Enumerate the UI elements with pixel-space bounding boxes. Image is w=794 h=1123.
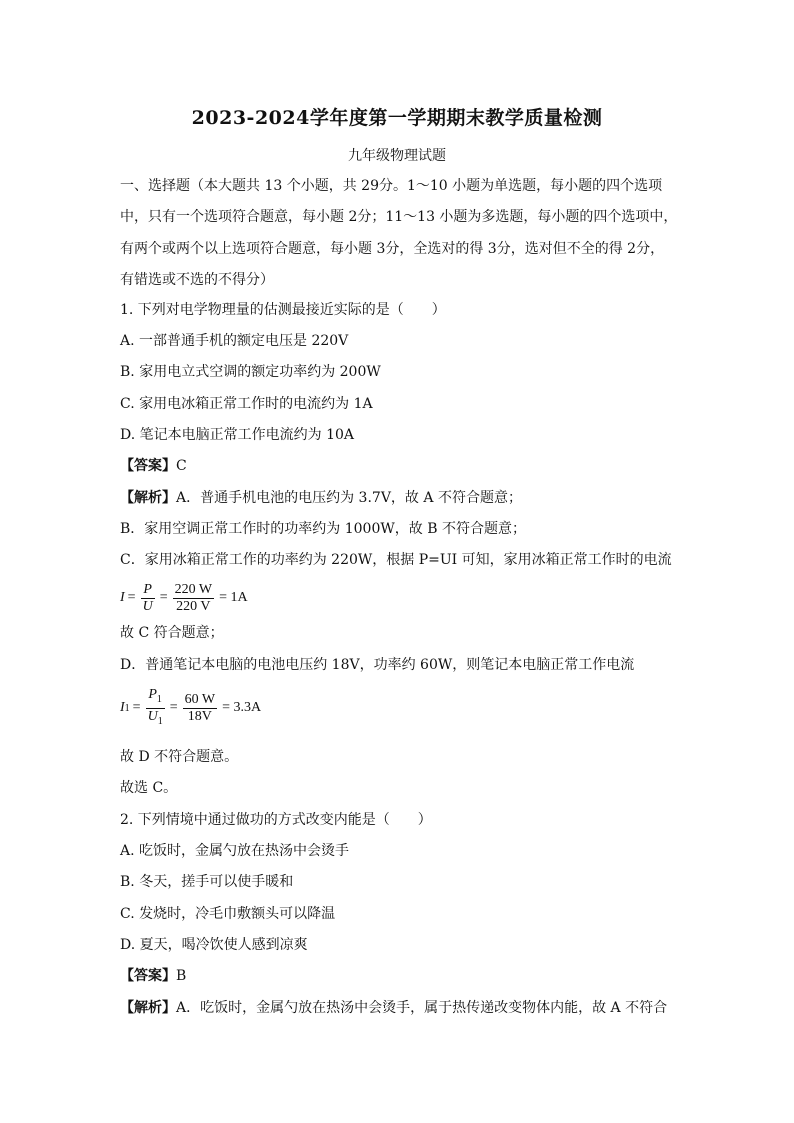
section-instruction-line: 有两个或两个以上选项符合题意，每小题 3分，全选对的得 3分，选对但不全的得 2分， [120,241,665,257]
question-2-analysis-line [120,998,667,1018]
analysis-text: A．吃饭时，金属勺放在热汤中会烫手，属于热传递改变物体内能，故 A 不符合 [176,1000,668,1016]
question-2-stem: 2. 下列情境中通过做功的方式改变内能是（ ） [120,812,432,828]
answer-tag: 【答案】 [120,968,176,984]
question-1-analysis-line: 故 C 符合题意； [120,625,224,641]
fraction-numerator: 220 W [174,581,213,597]
formula-current-fridge: I = $\frac{P}{U}$ = $\frac{220 W}{220 V}$ = 1A [120,581,248,614]
question-2-option-a: A. 吃饭时，金属勺放在热汤中会烫手 [120,843,350,859]
formula-current-laptop: I 1 = $\frac{P_1}{U_1}$ = $\frac{60 W}{18V}$ = 3.3A [120,686,261,730]
question-2-option-c: C. 发烧时，冷毛巾敷额头可以降温 [120,906,336,922]
fraction-numerator: P [143,581,152,597]
formula-lhs: I [120,590,125,605]
formula-rhs: = 3.3A [222,700,262,715]
question-2-option-b: B. 冬天，搓手可以使手暖和 [120,874,294,890]
question-1-analysis-line: 故 D 不符合题意。 [120,749,239,765]
fraction-numerator: 60 W [184,691,216,707]
numerator-subscript: 1 [156,693,162,705]
question-1-option-c: C. 家用电冰箱正常工作时的电流约为 1A [120,396,373,412]
denominator-subscript: 1 [157,715,163,727]
question-1-analysis-line [120,488,522,508]
answer-tag: 【答案】 [120,458,176,474]
formula-subscript: 1 [124,702,130,714]
question-1-analysis-line: C．家用冰箱正常工作的功率约为 220W，根据 P=UI 可知，家用冰箱正常工作时的电流 [120,552,672,568]
formula-fraction [146,687,165,730]
formula-fraction [183,692,217,725]
numerator-symbol: P [148,686,157,702]
page-subtitle: 九年级物理试题 [348,148,446,164]
question-2-option-d: D. 夏天，喝冷饮使人感到凉爽 [120,937,308,953]
question-2-answer [120,966,186,986]
fraction-numerator [146,687,165,708]
question-1-option-d: D. 笔记本电脑正常工作电流约为 10A [120,427,355,443]
question-1-option-b: B. 家用电立式空调的额定功率约为 200W [120,364,381,380]
question-1-answer [120,456,187,476]
analysis-tag: 【解析】 [120,490,176,506]
formula-lhs: I [120,700,125,715]
formula-fraction [173,582,214,615]
fraction-denominator: 220 V [173,598,214,615]
question-1-stem: 1. 下列对电学物理量的估测最接近实际的是（ ） [120,302,446,318]
fraction-denominator [146,708,165,730]
formula-eq: = [127,590,136,605]
question-1-option-a: A. 一部普通手机的额定电压是 220V [120,333,349,349]
section-instruction-line: 一、选择题（本大题共 13 个小题，共 29分。1～10 小题为单选题，每小题的四个选项 [120,178,663,194]
formula-fraction [141,582,155,615]
analysis-tag: 【解析】 [120,1000,176,1016]
denominator-symbol: U [147,708,158,724]
question-1-analysis-line: D．普通笔记本电脑的电池电压约 18V，功率约 60W，则笔记本电脑正常工作电流 [120,657,635,673]
answer-value: C [176,458,187,474]
answer-value: B [176,968,187,984]
question-1-analysis-line: B．家用空调正常工作时的功率约为 1000W，故 B 不符合题意； [120,521,526,537]
section-instruction-line: 有错选或不选的不得分） [120,272,274,288]
section-instruction-line: 中，只有一个选项符合题意，每小题 2分；11～13 小题为多选题，每小题的四个选项中， [120,209,678,225]
question-1-analysis-line: 故选 C。 [120,780,178,796]
page-title: 2023-2024学年度第一学期期末教学质量检测 [191,107,603,129]
analysis-text: A．普通手机电池的电压约为 3.7V，故 A 不符合题意； [176,490,522,506]
fraction-denominator: U [142,598,153,614]
formula-rhs: = 1A [219,590,248,605]
fraction-denominator: 18V [183,708,217,725]
